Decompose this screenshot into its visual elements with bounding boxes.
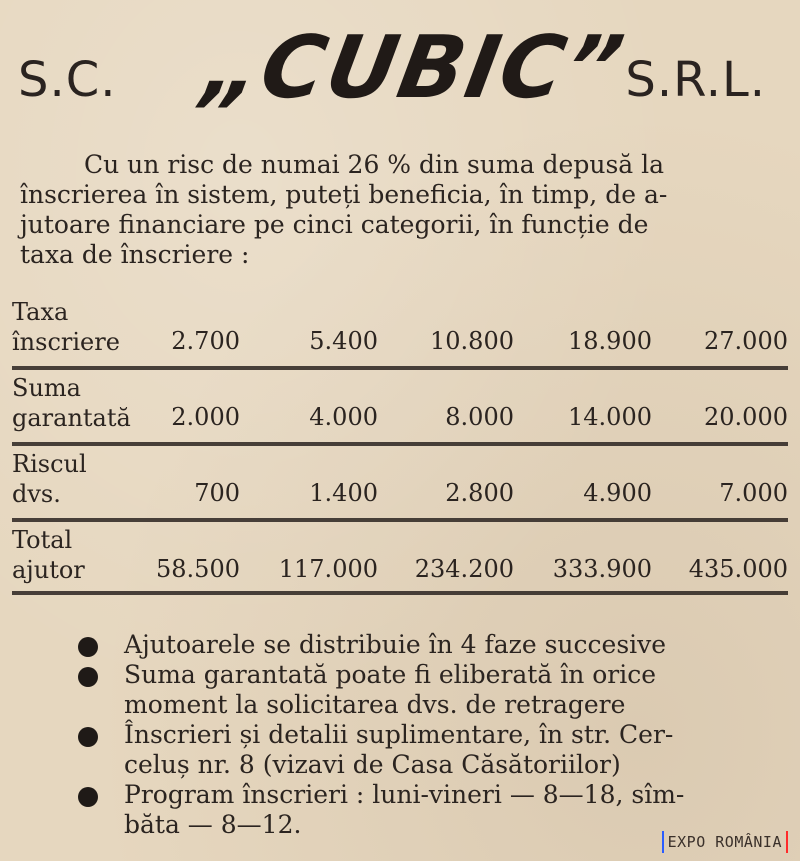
intro-line-2: înscrierea în sistem, puteți beneficia, în timp, de a- [20,180,668,209]
bullet-line: Ajutoarele se distribuie în 4 faze succesive [124,630,667,659]
bullet-icon [78,787,98,807]
table-cell: 58.500 [156,555,240,583]
fee-table [12,297,788,601]
row-divider [12,591,788,595]
row-values [12,327,788,357]
table-cell: 5.400 [309,327,378,355]
table-cell: 10.800 [430,327,514,355]
company-prefix: S.C. [18,52,117,108]
table-row [12,297,788,373]
table-row [12,373,788,449]
bullet-icon [78,727,98,747]
company-name: „CUBIC” [196,18,633,118]
row-label-line-2: garantată [12,404,131,432]
row-values [12,555,788,585]
bullet-line: moment la solicitarea dvs. de retragere [124,690,626,719]
intro-line-1: Cu un risc de numai 26 % din suma depusă la [84,150,665,179]
row-divider [12,366,788,370]
row-label-line-2: dvs. [12,480,61,508]
table-cell: 4.000 [309,403,378,431]
company-suffix: S.R.L. [625,52,766,108]
bullet-item [78,720,790,780]
bullet-icon [78,637,98,657]
bullet-line: Program înscrieri : luni-vineri — 8—18, sîm- [124,780,685,809]
bullet-icon [78,667,98,687]
table-cell: 333.900 [552,555,652,583]
row-divider [12,442,788,446]
row-label-line-1: Total [12,526,73,554]
bullet-list [78,630,790,840]
intro-line-4: taxa de înscriere : [20,240,250,269]
table-cell: 435.000 [688,555,788,583]
table-cell: 1.400 [309,479,378,507]
table-cell: 2.700 [171,327,240,355]
table-cell: 4.900 [583,479,652,507]
table-cell: 20.000 [704,403,788,431]
row-values [12,403,788,433]
row-label-line-2: înscriere [12,328,120,356]
table-row [12,449,788,525]
bullet-item [78,630,790,660]
ad-header [0,0,800,140]
watermark: EXPO ROMÂNIA [662,831,788,853]
table-cell: 2.000 [171,403,240,431]
row-values [12,479,788,509]
table-cell: 2.800 [445,479,514,507]
row-label-line-1: Suma [12,374,81,402]
bullet-line: celuș nr. 8 (vizavi de Casa Căsătoriilor) [124,750,621,779]
row-label-line-2: ajutor [12,556,85,584]
table-cell: 18.900 [568,327,652,355]
table-cell: 700 [194,479,240,507]
table-cell: 234.200 [414,555,514,583]
row-label-line-1: Taxa [12,298,69,326]
row-divider [12,518,788,522]
bullet-item [78,660,790,720]
table-cell: 7.000 [719,479,788,507]
table-cell: 14.000 [568,403,652,431]
intro-line-3: jutoare financiare pe cinci categorii, în funcție de [20,210,649,239]
bullet-line: Înscrieri și detalii suplimentare, în str. Cer- [124,720,674,749]
row-label-line-1: Riscul [12,450,87,478]
intro-paragraph [20,150,780,270]
table-row [12,525,788,601]
table-cell: 27.000 [704,327,788,355]
bullet-line: băta — 8—12. [124,810,302,839]
table-cell: 117.000 [278,555,378,583]
bullet-line: Suma garantată poate fi eliberată în orice [124,660,657,689]
table-cell: 8.000 [445,403,514,431]
